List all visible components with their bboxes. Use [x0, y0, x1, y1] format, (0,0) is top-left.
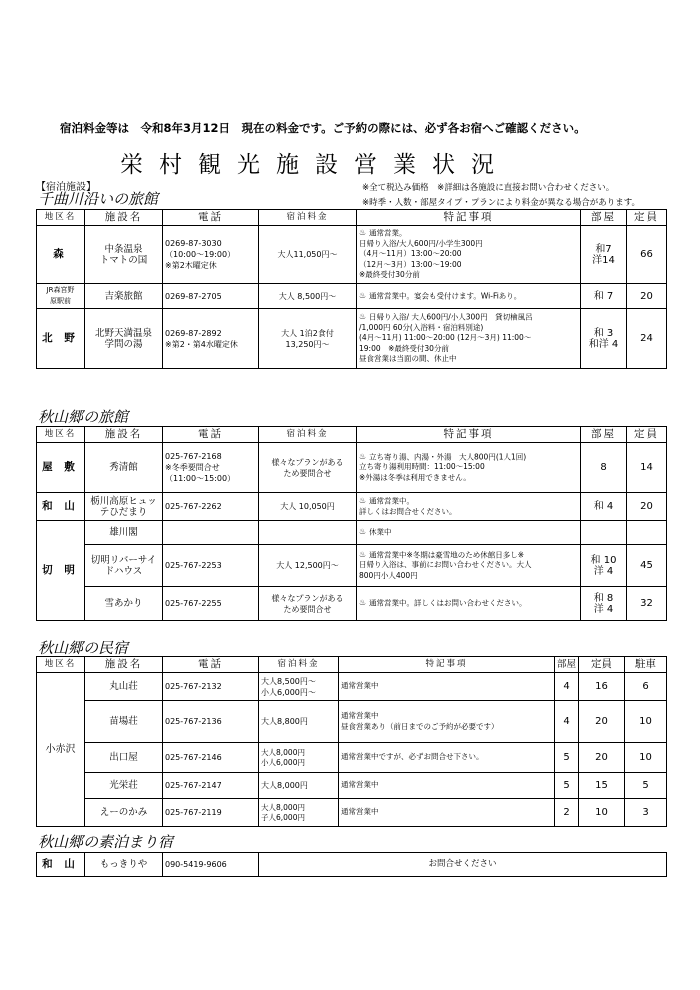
facility-name: 光栄荘: [85, 773, 163, 799]
table-row: [37, 743, 667, 773]
phone-cell: 025-767-2119: [163, 799, 259, 827]
notes-cell: ♨ 通常営業中※冬期は豪雪地のため休館日多し※ 日帰り入浴は、事前にお問い合わせください。大人 800円小人400円: [357, 545, 581, 587]
header-capacity: 定員: [579, 657, 625, 673]
notes-cell: ♨ 通常営業中。詳しくはお問い合わせください。: [357, 587, 581, 621]
chikuma-table: [36, 209, 667, 369]
parking-cell: 10: [625, 701, 667, 743]
notes-cell: ♨ 休業中: [357, 521, 581, 545]
hot-spring-icon: ♨: [359, 527, 367, 537]
price-notice: 宿泊料金等は 令和8年3月12日 現在の料金です。ご予約の際には、必ず各お宿へご確認ください。: [60, 121, 586, 135]
phone-cell: 025-767-2253: [163, 545, 259, 587]
phone-cell: 025-767-2132: [163, 673, 259, 701]
rooms-cell: 和 10 洋 4: [581, 545, 627, 587]
notes-cell: お問合せください: [259, 853, 667, 877]
hot-spring-icon: ♨: [359, 598, 367, 608]
table-row: [37, 587, 667, 621]
parking-cell: 10: [625, 743, 667, 773]
table-row: [37, 226, 667, 284]
phone-cell: 025-767-2255: [163, 587, 259, 621]
rooms-cell: 和 8 洋 4: [581, 587, 627, 621]
table-row: [37, 701, 667, 743]
header-price: 宿泊料金: [259, 210, 357, 226]
akiyama-ryokan-table: [36, 426, 667, 621]
header-parking: 駐車: [625, 657, 667, 673]
parking-cell: 5: [625, 773, 667, 799]
header-phone: 電話: [163, 427, 259, 443]
phone-cell: 025-767-2136: [163, 701, 259, 743]
notes-cell: 通常営業中: [339, 773, 555, 799]
capacity-cell: 20: [579, 743, 625, 773]
hot-spring-icon: ♨: [359, 228, 367, 238]
capacity-cell: 10: [579, 799, 625, 827]
area-cell: 北 野: [37, 309, 85, 369]
notes-cell: 通常営業中ですが、必ずお問合せ下さい。: [339, 743, 555, 773]
notes-cell: 通常営業中 昼食営業あり（前日までのご予約が必要です）: [339, 701, 555, 743]
price-cell: 大人 10,050円: [259, 493, 357, 521]
season-note: ※時季・人数・部屋タイプ・プランにより料金が異なる場合があります。: [362, 198, 641, 208]
phone-cell: 0269-87-2705: [163, 284, 259, 309]
header-area: 地区名: [37, 427, 85, 443]
phone-cell: 025-767-2262: [163, 493, 259, 521]
notes-cell: ♨ 通常営業中。 詳しくはお問合せください。: [357, 493, 581, 521]
rooms-cell: [581, 521, 627, 545]
area-cell: 和 山: [37, 853, 85, 877]
capacity-cell: 32: [627, 587, 667, 621]
phone-cell: 025-767-2168 ※冬季要問合せ （11:00～15:00）: [163, 443, 259, 493]
rooms-cell: 和 7: [581, 284, 627, 309]
section-title-akiyama-ryokan: 秋山郷の旅館: [38, 408, 129, 426]
price-cell: 様々なプランがある ため要問合せ: [259, 587, 357, 621]
hot-spring-icon: ♨: [359, 549, 367, 559]
price-cell: 大人8,500円～ 小人6,000円～: [259, 673, 339, 701]
header-phone: 電話: [163, 657, 259, 673]
header-phone: 電話: [163, 210, 259, 226]
rooms-cell: 和7 洋14: [581, 226, 627, 284]
header-rooms: 部屋: [555, 657, 579, 673]
header-area: 地区名: [37, 210, 85, 226]
parking-cell: 3: [625, 799, 667, 827]
facility-name: 中条温泉 トマトの国: [85, 226, 163, 284]
facility-name: 丸山荘: [85, 673, 163, 701]
area-cell: 和 山: [37, 493, 85, 521]
table-row: [37, 853, 667, 877]
price-cell: 様々なプランがある ため要問合せ: [259, 443, 357, 493]
table-row: [37, 309, 667, 369]
section-title-chikuma: 千曲川沿いの旅館: [38, 190, 159, 208]
phone-cell: 025-767-2146: [163, 743, 259, 773]
capacity-cell: [627, 521, 667, 545]
price-cell: 大人 1泊2食付 13,250円～: [259, 309, 357, 369]
price-cell: 大人8,800円: [259, 701, 339, 743]
header-price: 宿泊料金: [259, 657, 339, 673]
hot-spring-icon: ♨: [359, 495, 367, 505]
capacity-cell: 24: [627, 309, 667, 369]
notes-cell: ♨ 立ち寄り湯、内湯・外湯 大人800円(1人1回) 立ち寄り湯利用時間：11:00～15:00 ※外湯は冬季は利用できません。: [357, 443, 581, 493]
notes-cell: 通常営業中: [339, 799, 555, 827]
facility-name: 秀清館: [85, 443, 163, 493]
price-cell: 大人11,050円～: [259, 226, 357, 284]
facility-name: 雄川閣: [85, 521, 163, 545]
area-cell: 屋 敷: [37, 443, 85, 493]
facility-name: 出口屋: [85, 743, 163, 773]
table-row: [37, 545, 667, 587]
facility-name: 栃川高原ヒュッ テひだまり: [85, 493, 163, 521]
notes-cell: 通常営業中: [339, 673, 555, 701]
header-capacity: 定員: [627, 210, 667, 226]
price-cell: 大人8,000円 小人6,000円: [259, 743, 339, 773]
facility-name: えーのかみ: [85, 799, 163, 827]
header-area: 地区名: [37, 657, 85, 673]
notes-cell: ♨ 日帰り入浴/ 大人600円/小人300円 貸切檜風呂 /1,000円 60分(入浴料・宿泊料別途) (4月～11月) 11:00～20:00 (12月～3月) 11:00～ 19:00 ※最終受付30分前 昼食営業は当面の間、休止中: [357, 309, 581, 369]
rooms-cell: 4: [555, 701, 579, 743]
table-row: [37, 443, 667, 493]
facility-name: 北野天満温泉 学問の湯: [85, 309, 163, 369]
phone-cell: 0269-87-2892 ※第2・第4水曜定休: [163, 309, 259, 369]
price-cell: 大人 12,500円～: [259, 545, 357, 587]
header-notes: 特記事項: [339, 657, 555, 673]
facility-name: もっきりや: [85, 853, 163, 877]
capacity-cell: 45: [627, 545, 667, 587]
parking-cell: 6: [625, 673, 667, 701]
facility-name: 切明リバーサイ ドハウス: [85, 545, 163, 587]
notes-cell: ♨ 通常営業。 日帰り入浴/大人600円/小学生300円 （4月～11月）13:00～20:00 （12月～3月）13:00～19:00 ※最終受付30分前: [357, 226, 581, 284]
section-title-akiyama-minshuku: 秋山郷の民宿: [38, 639, 129, 657]
header-facility: 施設名: [85, 427, 163, 443]
price-cell: 大人8,000円: [259, 773, 339, 799]
price-cell: 大人8,000円 子人6,000円: [259, 799, 339, 827]
header-notes: 特記事項: [357, 210, 581, 226]
header-rooms: 部屋: [581, 210, 627, 226]
area-cell: 切 明: [37, 521, 85, 621]
notes-cell: ♨ 通常営業中。宴会も受付けます。Wi-Fiあり。: [357, 284, 581, 309]
page-title: 栄村観光施設営業状況: [120, 152, 510, 178]
tax-note: ※全て税込み価格 ※詳細は各施設に直接お問い合わせください。: [362, 183, 615, 193]
header-facility: 施設名: [85, 210, 163, 226]
capacity-cell: 14: [627, 443, 667, 493]
akiyama-minshuku-table: [36, 656, 667, 827]
rooms-cell: 5: [555, 743, 579, 773]
hot-spring-icon: ♨: [359, 451, 367, 461]
rooms-cell: 和 3 和洋 4: [581, 309, 627, 369]
area-cell: 森: [37, 226, 85, 284]
capacity-cell: 15: [579, 773, 625, 799]
capacity-cell: 20: [627, 284, 667, 309]
area-cell: JR森宮野 原駅前: [37, 284, 85, 309]
table-row: [37, 493, 667, 521]
table-row: [37, 284, 667, 309]
header-notes: 特記事項: [357, 427, 581, 443]
header-price: 宿泊料金: [259, 427, 357, 443]
category-label: 【宿泊施設】: [36, 182, 96, 193]
rooms-cell: 和 4: [581, 493, 627, 521]
table-row: [37, 799, 667, 827]
capacity-cell: 20: [579, 701, 625, 743]
phone-cell: 025-767-2147: [163, 773, 259, 799]
phone-cell: [163, 521, 259, 545]
section-title-suodomari: 秋山郷の素泊まり宿: [38, 833, 174, 851]
header-capacity: 定員: [627, 427, 667, 443]
capacity-cell: 20: [627, 493, 667, 521]
table-row: [37, 773, 667, 799]
hot-spring-icon: ♨: [359, 290, 367, 300]
hot-spring-icon: ♨: [359, 312, 367, 322]
capacity-cell: 66: [627, 226, 667, 284]
capacity-cell: 16: [579, 673, 625, 701]
rooms-cell: 5: [555, 773, 579, 799]
price-cell: 大人 8,500円～: [259, 284, 357, 309]
rooms-cell: 2: [555, 799, 579, 827]
facility-name: 苗場荘: [85, 701, 163, 743]
rooms-cell: 8: [581, 443, 627, 493]
suodomari-table: [36, 852, 667, 877]
table-row: [37, 521, 667, 545]
header-facility: 施設名: [85, 657, 163, 673]
area-cell: 小赤沢: [37, 673, 85, 827]
phone-cell: 0269-87-3030 （10:00～19:00） ※第2木曜定休: [163, 226, 259, 284]
facility-name: 雪あかり: [85, 587, 163, 621]
table-row: [37, 673, 667, 701]
price-cell: [259, 521, 357, 545]
header-rooms: 部屋: [581, 427, 627, 443]
phone-cell: 090-5419-9606: [163, 853, 259, 877]
rooms-cell: 4: [555, 673, 579, 701]
facility-name: 吉楽旅館: [85, 284, 163, 309]
